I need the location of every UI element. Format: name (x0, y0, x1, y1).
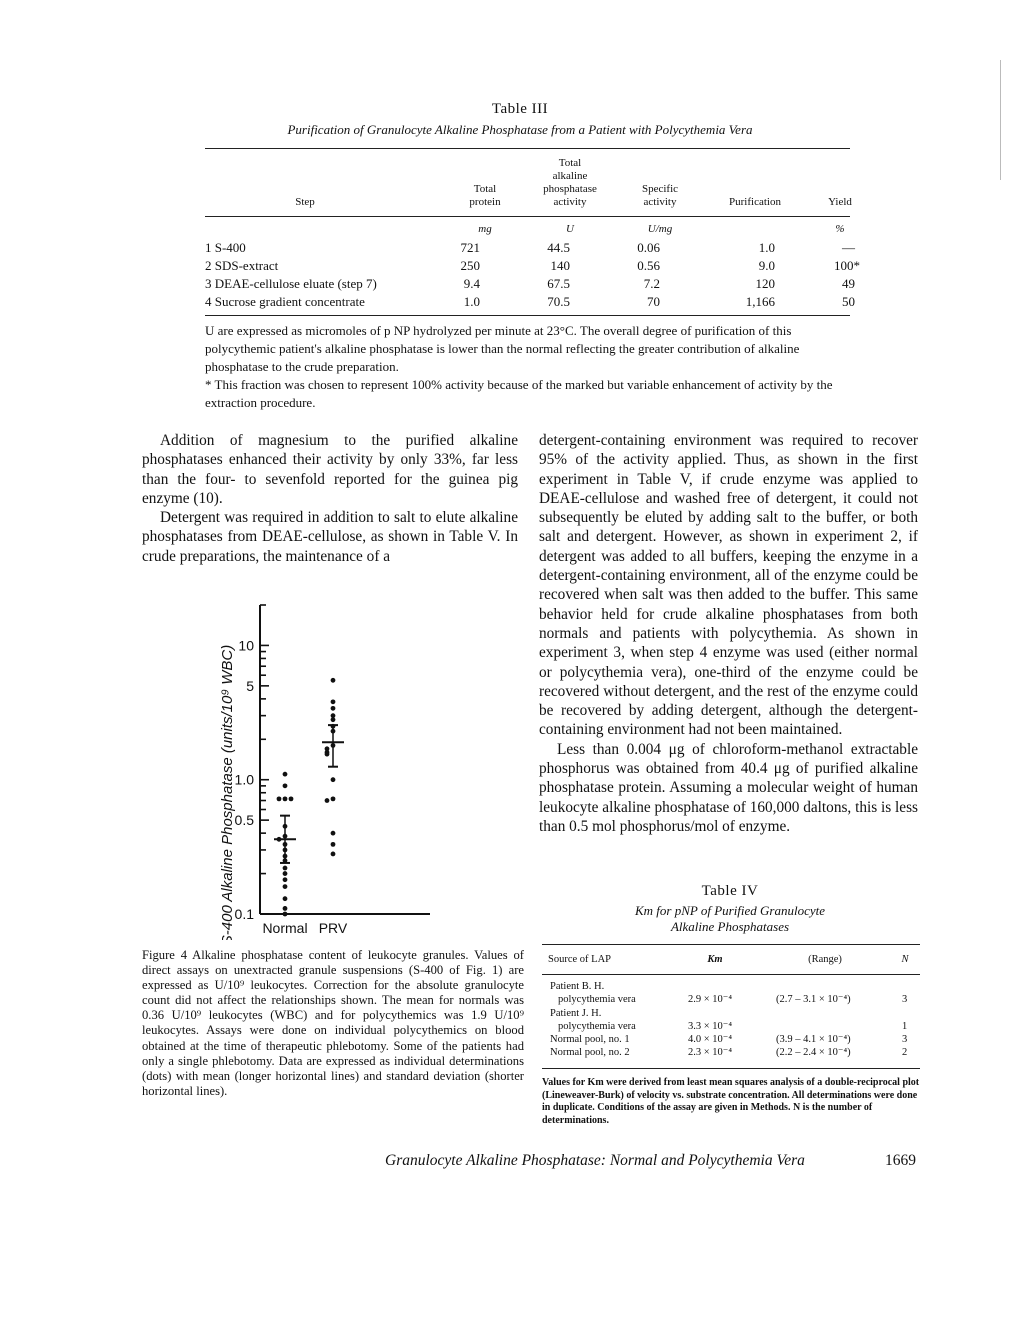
data-point (283, 912, 288, 917)
data-point (331, 831, 336, 836)
cell-yield: 50 (842, 294, 855, 309)
data-point (283, 842, 288, 847)
data-point (331, 717, 336, 722)
cell-specific: 0.06 (637, 240, 660, 255)
data-point (283, 871, 288, 876)
cell-range: (2.2 – 2.4 × 10⁻⁴) (776, 1047, 851, 1058)
cell-specific: 0.56 (637, 258, 660, 273)
paragraph: Detergent was required in addition to salt to elute alkaline phosphatases from DEAE-cellulose, as shown in Table V. In crude preparations, the maintenance of a (142, 509, 518, 565)
th-step: Step (295, 196, 315, 208)
cell-step: 3 DEAE-cellulose eluate (step 7) (205, 276, 377, 291)
cell-km: 2.3 × 10⁻⁴ (688, 1047, 732, 1058)
data-point (283, 834, 288, 839)
cell-step: 1 S-400 (205, 240, 246, 255)
data-point (283, 877, 288, 882)
data-point (283, 824, 288, 829)
data-point (277, 837, 282, 842)
table4-header-rule (542, 974, 920, 975)
th-activity: Total alkaline phosphatase activity (543, 157, 597, 208)
paragraph: detergent-containing environment was required to recover 95% of the activity applied. Thus, as shown in the first experiment in Table V, if crude enzyme was applied to DEAE-cellulose and washed free of detergent, it could not subsequently be eluted by adding salt to the buffer, or both salt and detergent. However, as shown in experiment 2, if detergent was added to all buffers, keeping the enzyme in a detergent-containing environment, all of the enzyme could be recovered when salt was then added to the buffer. This same behavior held for crude alkaline phosphatases from both normals and patients with polycythemia. As shown in experiment 3, when step 4 enzyme was used (either normal or polycythemia vera), one-third of the enzyme could be recovered without detergent, and the rest of the enzyme could be recovered by adding detergent, although the detergent-containing environment had not been maintained. (539, 432, 918, 739)
cell-activity: 140 (550, 258, 570, 273)
table3-top-rule (205, 148, 850, 149)
cell-km: 2.9 × 10⁻⁴ (688, 994, 732, 1005)
cell-purification: 1,166 (745, 294, 775, 309)
data-point (331, 678, 336, 683)
table3-header-rule (205, 216, 850, 217)
figure4-caption: Figure 4 Alkaline phosphatase content of leukocyte granules. Values of direct assays on unextracted granule suspensions (S-400 of Fig. 1) are expressed as U/10⁹ leukocytes. Correction for the absolute granulocyte count did not affect the relationships shown. The mean for normals was 0.36 U/10⁹ leukocytes (WBC) and for polycythemics was 1.9 U/10⁹ leukocytes. Assays were done on individual polycythemics on blood obtained at the time of therapeutic phlebotomy. Some of the patients had only a single phlebotomy. Data are expressed as individual determinations (dots) with mean (longer horizontal lines) and standard deviation (shorter horizontal lines). (142, 948, 524, 1098)
table4-footnote: Values for Km were derived from least mean squares analysis of a double-reciprocal plot (Lineweaver-Burk) of velocity vs. substrate concentration. All determinations were done in duplicate. Conditions of the assay are given in Methods. N is the number of determinations. (542, 1077, 920, 1126)
data-point (283, 848, 288, 853)
table4-subtitle-1: Km for pNP of Purified Granulocyte (634, 903, 826, 918)
cell-protein: 721 (460, 240, 480, 255)
th-protein: Total protein (469, 183, 501, 208)
th-specific: Specific activity (641, 183, 679, 208)
th-purification: Purification (729, 196, 781, 208)
cell-source: Patient B. H. (550, 981, 605, 992)
unit-yield: % (835, 223, 845, 235)
data-point (277, 796, 282, 801)
data-point (283, 772, 288, 777)
cell-protein: 1.0 (463, 294, 480, 309)
unit-activity: U (566, 223, 574, 235)
page-number: 1669 (885, 1152, 916, 1169)
table3-footnote-1: U are expressed as micromoles of p NP hydrolyzed per minute at 23°C. The overall degree of purification of this polycythemic patient's alkaline phosphatase is lower than the normal reflecting the greater contribution of alkaline phosphatase to the crude preparation. (205, 323, 800, 374)
cell-range: (2.7 – 3.1 × 10⁻⁴) (776, 994, 851, 1005)
data-point (283, 854, 288, 859)
y-tick-label: 5 (246, 677, 254, 694)
cell-purification: 1.0 (758, 240, 775, 255)
table4-subtitle-2: Alkaline Phosphatases (670, 919, 790, 934)
cell-n: 3 (902, 994, 908, 1005)
cell-specific: 70 (647, 294, 660, 309)
cell-km: 4.0 × 10⁻⁴ (688, 1034, 732, 1045)
cell-activity: 70.5 (547, 294, 570, 309)
t4-th-range: (Range) (808, 954, 842, 965)
unit-protein: mg (478, 223, 492, 235)
data-point (283, 858, 288, 863)
table3-title: Table III (491, 101, 549, 117)
cell-n: 3 (902, 1034, 908, 1045)
data-point (331, 852, 336, 857)
y-tick-label: 10 (238, 637, 254, 654)
cell-protein: 250 (460, 258, 480, 273)
right-column-text (539, 431, 918, 836)
data-point (331, 706, 336, 711)
t4-th-km: Km (707, 954, 723, 965)
cell-purification: 9.0 (758, 258, 775, 273)
cell-n: 1 (902, 1021, 908, 1032)
paragraph: Less than 0.004 μg of chloroform-methanol extractable phosphorus was obtained from 40.4 μg of purified alkaline phosphatase protein. Assuming a molecular weight of human leukocyte alkaline phosphatase of 160,000 daltons, this is less than 0.5 mol phosphorus/mol of enzyme. (539, 740, 918, 835)
cell-activity: 44.5 (547, 240, 570, 255)
x-category-label: PRV (318, 920, 348, 936)
data-point (331, 777, 336, 782)
cell-purification: 120 (755, 276, 775, 291)
data-point (283, 884, 288, 889)
data-point (283, 906, 288, 911)
table4-top-rule (542, 944, 920, 945)
cell-step: 4 Sucrose gradient concentrate (205, 294, 365, 309)
y-tick-label: 1.0 (234, 771, 254, 788)
cell-km: 3.3 × 10⁻⁴ (688, 1021, 732, 1032)
table4-title: Table IV (701, 883, 759, 899)
table3-subtitle: Purification of Granulocyte Alkaline Phosphatase from a Patient with Polycythemia Vera (287, 122, 753, 137)
table3-bottom-rule (205, 315, 850, 316)
y-tick-label: 0.1 (234, 906, 254, 922)
data-point (283, 796, 288, 801)
data-point (283, 866, 288, 871)
left-column-text (142, 431, 518, 566)
t4-th-n: N (901, 954, 909, 965)
data-point (325, 798, 330, 803)
cell-yield: — (842, 240, 855, 255)
data-point (283, 783, 288, 788)
t4-th-source: Source of LAP (548, 954, 611, 965)
cell-activity: 67.5 (547, 276, 570, 291)
data-point (289, 796, 294, 801)
data-point (331, 724, 336, 729)
table4-bottom-rule (542, 1068, 920, 1069)
cell-specific: 7.2 (643, 276, 660, 291)
unit-specific: U/mg (647, 223, 673, 235)
figure4 (205, 585, 445, 940)
cell-range: (3.9 – 4.1 × 10⁻⁴) (776, 1034, 851, 1045)
x-category-label: Normal (262, 920, 308, 936)
data-point (331, 842, 336, 847)
y-tick-label: 0.5 (234, 812, 254, 829)
table3-footnote-2: * This fraction was chosen to represent 100% activity because of the marked but variable enhancement of activity by the extraction procedure. (205, 377, 833, 410)
data-point (331, 699, 336, 704)
cell-source: Normal pool, no. 1 (550, 1034, 630, 1045)
running-head: Granulocyte Alkaline Phosphatase: Normal and Polycythemia Vera (385, 1152, 805, 1169)
cell-source: Normal pool, no. 2 (550, 1047, 630, 1058)
data-point (325, 752, 330, 757)
data-point (331, 729, 336, 734)
cell-source: polycythemia vera (558, 994, 636, 1005)
chart-ylabel: S-400 Alkaline Phosphatase (units/10⁹ WBC) (219, 644, 236, 940)
data-point (331, 796, 336, 801)
cell-yield: 49 (842, 276, 855, 291)
cell-source: Patient J. H. (550, 1008, 602, 1019)
data-point (283, 896, 288, 901)
paragraph: Addition of magnesium to the purified alkaline phosphatases enhanced their activity by only 33%, far less than the four- to sevenfold reported for the guinea pig enzyme (10). (142, 432, 518, 507)
scan-edge-line (1000, 60, 1001, 180)
data-point (331, 743, 336, 748)
th-yield: Yield (828, 196, 852, 208)
cell-n: 2 (902, 1047, 908, 1058)
cell-protein: 9.4 (463, 276, 480, 291)
cell-source: polycythemia vera (558, 1021, 636, 1032)
cell-step: 2 SDS-extract (205, 258, 279, 273)
cell-yield: 100* (834, 258, 860, 273)
figure4-chart (205, 585, 445, 940)
